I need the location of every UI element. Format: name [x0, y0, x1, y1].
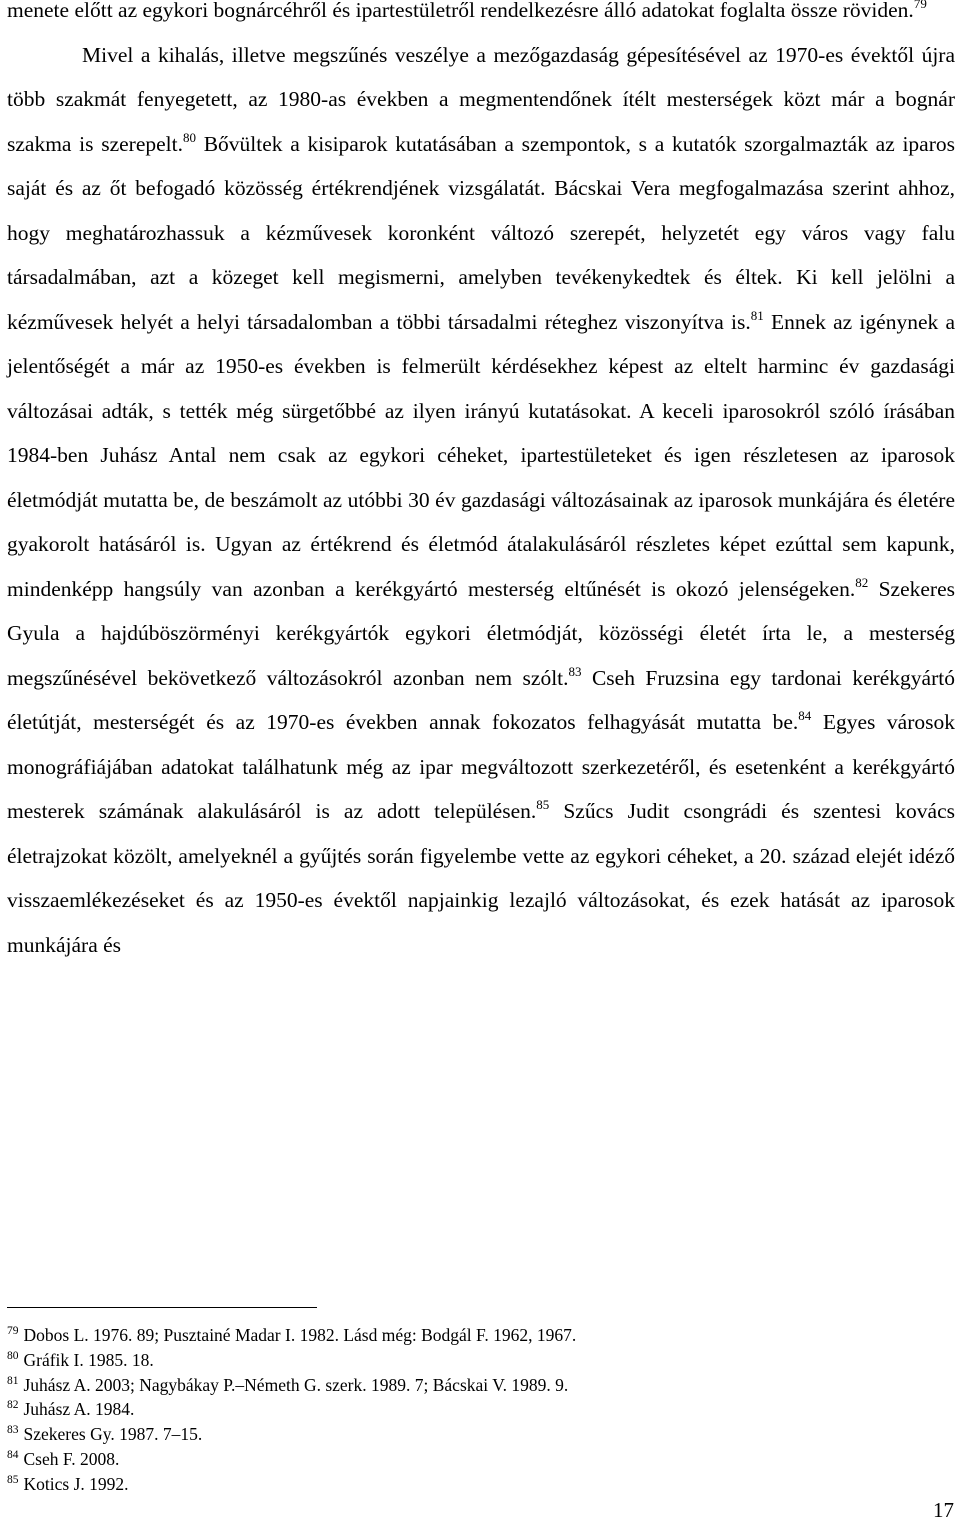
paragraph-2-text-6: Egyes városok monográfiájában adatokat találhatunk még az ipar megváltozott szerkezetéről, és esetenként a kerékgyártó mesterek számának alakulásáról is az adott településen. [7, 710, 955, 823]
paragraph-2 [7, 33, 955, 968]
footnote-ref-83[interactable]: 83 [568, 663, 582, 679]
paragraph-2-text-5: Cseh Fruzsina egy tardonai kerékgyártó életútját, mesterségét és az 1970-es években annak fokozatos felhagyását mutatta be. [7, 665, 955, 734]
paragraph-2-text-1: Mivel a kihalás, illetve megszűnés veszélye a mezőgazdaság gépesítésével az 1970-es évektől újra több szakmát fenyegetett, az 1980-as években a megmentendőnek ítélt mesterségek közt már a bognár szakma is szerepelt. [7, 42, 955, 156]
footnote-ref-79[interactable]: 79 [913, 0, 927, 11]
page-body [7, 0, 955, 967]
footnote-text: Cseh F. 2008. [23, 1448, 120, 1469]
footnote-number: 85 [7, 1473, 19, 1486]
footnote-number: 84 [7, 1448, 19, 1461]
footnote-text: Szekeres Gy. 1987. 7–15. [23, 1424, 203, 1445]
footnote-ref-85[interactable]: 85 [536, 797, 550, 812]
footnote-number: 79 [7, 1325, 19, 1337]
footnote-83 [7, 1422, 907, 1447]
paragraph-2-text-4: Szekeres Gyula a hajdúböszörményi kerékgyártók egykori életmódját, közösségi életét írta le, a mesterség megszűnésével bekövetkező változásokról azonban nem szólt. [7, 576, 955, 690]
footnote-number: 82 [7, 1399, 19, 1412]
paragraph-2-text-2: Bővültek a kisiparok kutatásában a szempontok, s a kutatók szorgalmazták az iparos saját és az őt befogadó közösség értékrendjének vizsgálatát. Bácskai Vera megfogalmazása szerint ahhoz, hogy meghatározhassuk a kézművesek koronként változó szerepét, helyzetét egy város vagy falu társadalmában, azt a közeget kell megismerni, amelyben tevékenykedtek és éltek. Ki kell jelölni a kézművesek helyét a helyi társadalomban a többi társadalmi réteghez viszonyítva is. [7, 131, 955, 334]
paragraph-2-text-3: Ennek az igénynek a jelentőségét a már az 1950-es években is felmerült kérdésekhez képest az eltelt harminc év gazdasági változásai adták, s tették még sürgetőbbé az ilyen irányú kutatásokat. A keceli iparosokról szóló írásában 1984-ben Juhász Antal nem csak az egykori céheket, ipartestületeket és igen részletesen az iparosok életmódját mutatta be, de beszámolt az utóbbi 30 év gazdasági változásainak az iparosok munkájára és életére gyakorolt hatásáról is. Ugyan az értékrend és életmód átalakulásáról részletes képet ezúttal sem kapunk, mindenképp hangsúly van azonban a kerékgyártó mesterség eltűnését is okozó jelenségeken. [7, 309, 956, 601]
footnote-85 [7, 1472, 907, 1497]
paragraph-1-text-1: menete előtt az egykori bognárcéhről és ipartestületről rendelkezésre álló adatokat foglalta össze röviden. [7, 0, 914, 22]
footnote-text: Gráfik I. 1985. 18. [23, 1349, 154, 1370]
footnote-number: 80 [7, 1349, 19, 1362]
footnote-82 [7, 1397, 907, 1422]
footnote-80 [7, 1348, 907, 1373]
footnote-number: 83 [7, 1424, 19, 1437]
footnote-ref-81[interactable]: 81 [750, 307, 764, 323]
footnote-81 [7, 1373, 907, 1398]
footnote-79 [7, 1323, 907, 1348]
footnote-ref-80[interactable]: 80 [183, 129, 196, 145]
footnote-ref-82[interactable]: 82 [855, 574, 869, 590]
footnote-separator [7, 1307, 317, 1308]
paragraph-2-text-7: Szűcs Judit csongrádi és szentesi kovács életrajzokat közölt, amelyeknél a gyűjtés során figyelembe vette az egykori céheket, a 20. század elejét idéző visszaemlékezéseket és az 1950-es évektől napjainkig lezajló változásokat, és ezek hatását az iparosok munkájára és [7, 799, 955, 957]
footnote-text: Dobos L. 1976. 89; Pusztainé Madar I. 1982. Lásd még: Bodgál F. 1962, 1967. [23, 1325, 577, 1345]
footnotes [7, 1323, 907, 1497]
footnote-text: Juhász A. 2003; Nagybákay P.–Németh G. szerk. 1989. 7; Bácskai V. 1989. 9. [23, 1374, 569, 1395]
footnote-number: 81 [7, 1374, 19, 1387]
paragraph-1 [7, 0, 955, 33]
footnote-84 [7, 1447, 907, 1472]
footnote-text: Kotics J. 1992. [23, 1473, 129, 1494]
footnote-text: Juhász A. 1984. [23, 1399, 135, 1420]
page-number: 17 [933, 1498, 954, 1522]
footnote-ref-84[interactable]: 84 [798, 708, 812, 723]
